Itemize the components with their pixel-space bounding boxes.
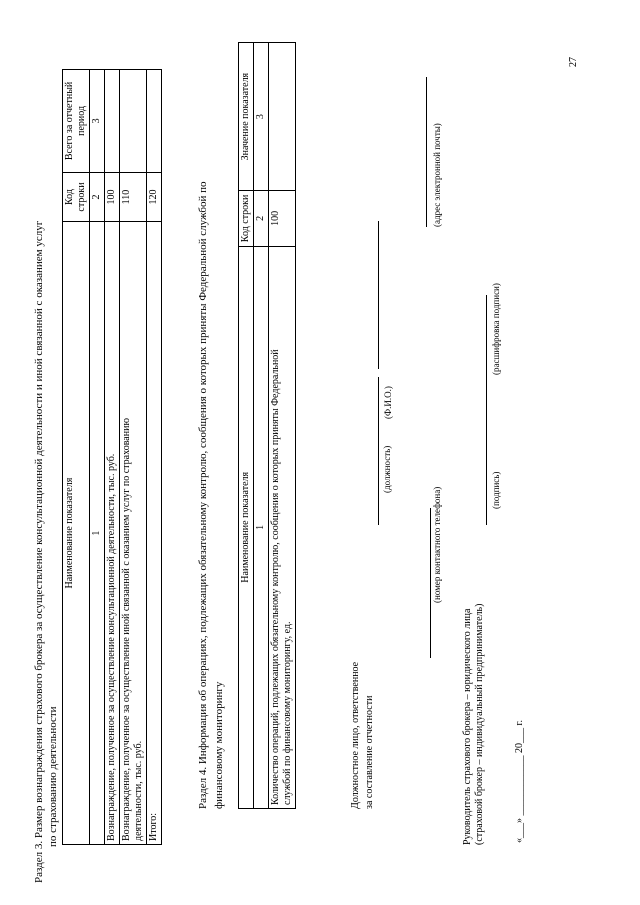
- row-name-line: Вознаграждение, полученное за осуществление иной связанной с оказанием услуг по страхованию: [121, 418, 132, 841]
- section3-title-line2: по страхованию деятельности: [47, 706, 59, 847]
- column-number: 1: [90, 222, 105, 845]
- date-field: «___» ____________ 20___ г.: [514, 720, 525, 843]
- table-header-row: [63, 70, 90, 845]
- head-label-line1: Руководитель страхового брокера – юридического лица: [462, 608, 473, 845]
- section4-title-line1: Раздел 4. Информация об операциях, подлежащих обязательному контролю, сообщения о которых приняты Федеральной службой по: [197, 181, 209, 809]
- fio-caption: (Ф.И.О.): [383, 386, 393, 419]
- row-value: [105, 70, 120, 173]
- column-number: 3: [90, 70, 105, 173]
- row-name: [120, 222, 147, 845]
- table-numbering-row: [90, 70, 105, 845]
- section3-table: [62, 69, 162, 845]
- header-name: Наименование показателя: [239, 246, 254, 808]
- column-number: 2: [90, 172, 105, 221]
- column-number: 1: [254, 246, 269, 808]
- page-number: 27: [568, 57, 579, 67]
- position-line: [378, 377, 379, 525]
- head-label-line2: (страховой брокер – индивидуальный предприниматель): [474, 603, 485, 845]
- section3-title-line1: Раздел 3. Размер вознаграждения страхового брокера за осуществление консультационной деятельности и иной связанной с оказанием услуг: [33, 220, 45, 883]
- column-number: 3: [254, 43, 269, 191]
- row-name: [269, 246, 296, 808]
- responsible-label-line2: за составление отчетности: [364, 695, 375, 809]
- header-value: Значение показателя: [239, 43, 254, 191]
- header-code: Код строки: [239, 191, 254, 246]
- decryption-caption: (расшифровка подписи): [491, 283, 501, 375]
- header-code: Код строки: [63, 172, 90, 221]
- row-code: 100: [269, 191, 296, 246]
- email-line: [426, 77, 427, 227]
- phone-caption: (номер контактного телефона): [432, 486, 442, 603]
- row-value: [120, 70, 147, 173]
- row-name-line: деятельности, тыс. руб.: [133, 740, 144, 841]
- email-caption: (адрес электронной почты): [432, 123, 442, 227]
- row-value: [147, 70, 162, 173]
- section4-table: [238, 42, 296, 809]
- table-header-row: [239, 43, 254, 809]
- signature-caption: (подпись): [491, 471, 501, 509]
- header-name: Наименование показателя: [63, 222, 90, 845]
- row-code: 100: [105, 172, 120, 221]
- column-number: 2: [254, 191, 269, 246]
- section4-title-line2: финансовому мониторингу: [213, 681, 225, 809]
- table-numbering-row: [254, 43, 269, 809]
- table-row: [147, 70, 162, 845]
- row-name: Вознаграждение, полученное за осуществление консультационной деятельности, тыс. руб.: [105, 222, 120, 845]
- fio-line: [378, 221, 379, 369]
- phone-line: [430, 508, 431, 658]
- table-row: [120, 70, 147, 845]
- position-caption: (должность): [382, 445, 392, 493]
- decryption-line: [486, 295, 487, 475]
- table-row: [105, 70, 120, 845]
- row-name: Итого:: [147, 222, 162, 845]
- row-name-line: службой по финансовому мониторингу, ед.: [282, 621, 293, 805]
- row-code: 110: [120, 172, 147, 221]
- table-row: [269, 43, 296, 809]
- header-total: Всего за отчетный период: [63, 70, 90, 173]
- row-name-line: Количество операций, подлежащих обязательному контролю, сообщения о которых приняты Федеральной: [270, 349, 281, 805]
- row-code: 120: [147, 172, 162, 221]
- responsible-label-line1: Должностное лицо, ответственное: [350, 661, 361, 809]
- row-value: [269, 43, 296, 191]
